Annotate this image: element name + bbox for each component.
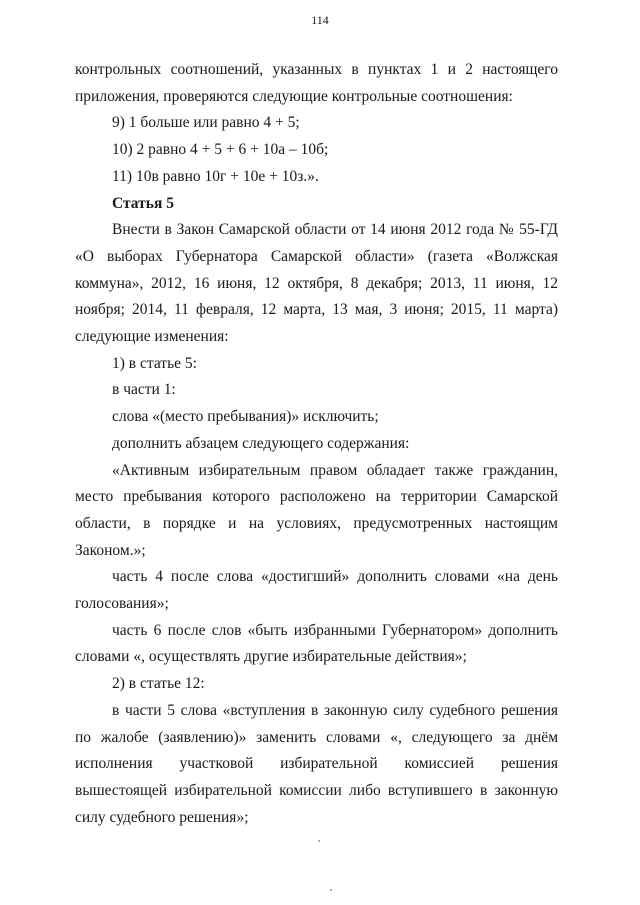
scan-speck — [318, 840, 320, 842]
scan-speck — [330, 889, 332, 891]
list-item-10: 10) 2 равно 4 + 5 + 6 + 10а – 10б; — [112, 141, 329, 159]
paragraph-continuation: контрольных соотношений, указанных в пунктах 1 и 2 настоящего приложения, проверяются следующие контрольные соотношения: — [75, 61, 558, 105]
paragraph-quoted-clause: «Активным избирательным правом обладает также гражданин, место пребывания которого расположено на территории Самарской области, в порядке и на условиях, предусмотренных настоящим Законом.»; — [75, 461, 558, 559]
paragraph-part-1: в части 1: — [112, 381, 176, 399]
page-number: 114 — [311, 13, 329, 27]
paragraph-exclude-words: слова «(место пребывания)» исключить; — [112, 408, 379, 426]
paragraph-article-12: 2) в статье 12: — [112, 675, 205, 693]
list-item-9: 9) 1 больше или равно 4 + 5; — [112, 114, 300, 132]
paragraph-part-4: часть 4 после слова «достигший» дополнить словами «на день голосования»; — [75, 568, 558, 613]
list-item-11: 11) 10в равно 10г + 10е + 10з.». — [112, 167, 319, 185]
paragraph-amendment-intro: Внести в Закон Самарской области от 14 июня 2012 года № 55-ГД «О выборах Губернатора Самарской области» (газета «Волжская коммуна», 2012, 16 июня, 12 октября, 8 декабря; 2013, 11 июня, 12 ноября; 2014, 11 февраля, 12 марта, 13 мая, 3 июня; 2015, 11 марта) следующие изменения: — [75, 221, 558, 346]
paragraph-part-6: часть 6 после слов «быть избранными Губернатором» дополнить словами «, осуществлять другие избирательные действия»; — [75, 621, 558, 666]
document-body — [75, 57, 558, 831]
paragraph-article-5: 1) в статье 5: — [112, 354, 197, 372]
paragraph-part-5: в части 5 слова «вступления в законную силу судебного решения по жалобе (заявлению)» заменить словами «, следующего за днём исполнения участковой избирательной комиссией решения вышестоящей избирательной комиссии либо вступившего в законную силу судебного решения»; — [75, 701, 558, 826]
paragraph-add-clause: дополнить абзацем следующего содержания: — [112, 434, 410, 452]
article-heading: Статья 5 — [112, 194, 174, 212]
